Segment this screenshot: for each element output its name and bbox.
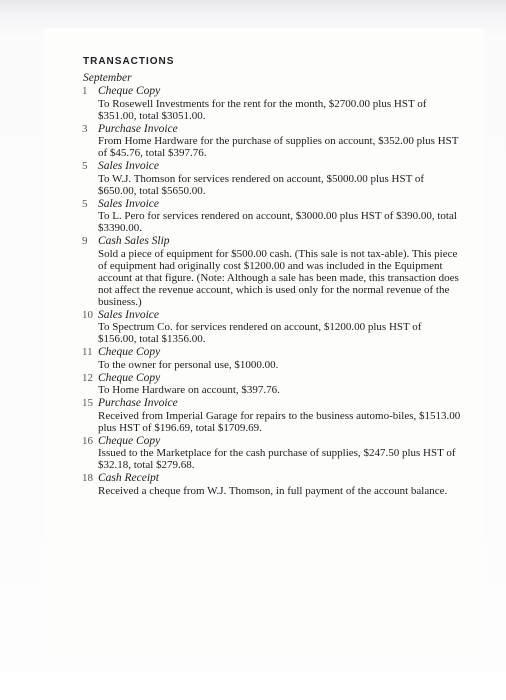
transaction-day: 5	[82, 160, 88, 172]
transaction-entry	[83, 309, 473, 346]
page-bottom-margin	[0, 668, 506, 700]
transaction-entry	[83, 346, 473, 371]
transaction-description: Received a cheque from W.J. Thomson, in full payment of the account balance.	[98, 484, 448, 497]
transaction-description: To L. Pero for services rendered on account, $3000.00 plus HST of $390.00, total $3390.00.	[98, 210, 457, 234]
transaction-day: 18	[82, 472, 93, 484]
transaction-description: To the owner for personal use, $1000.00.	[98, 358, 279, 371]
transaction-entry	[83, 435, 473, 472]
transaction-type: Sales Invoice	[98, 308, 159, 321]
transaction-description: Received from Imperial Garage for repairs to the business automo-biles, $1513.00 plus HST of $196.69, total $1709.69.	[98, 409, 461, 434]
transaction-type: Sales Invoice	[98, 160, 159, 172]
transaction-entry	[83, 372, 473, 397]
transaction-day: 3	[82, 122, 88, 135]
transaction-day: 12	[82, 371, 93, 384]
month-label: September	[83, 72, 132, 84]
transaction-type: Cheque Copy	[98, 85, 161, 97]
transaction-entry	[83, 472, 473, 497]
transaction-type: Purchase Invoice	[98, 397, 178, 409]
transaction-list	[83, 85, 473, 497]
transaction-entry	[83, 235, 473, 308]
transaction-type: Cheque Copy	[98, 371, 161, 384]
transaction-day: 15	[82, 397, 93, 409]
transaction-description: Issued to the Marketplace for the cash purchase of supplies, $247.50 plus HST of $32.18, total $279.68.	[98, 447, 456, 471]
section-heading: TRANSACTIONS	[83, 56, 175, 67]
transaction-day: 16	[82, 434, 93, 447]
transaction-type: Sales Invoice	[98, 197, 159, 210]
transaction-entry	[83, 397, 473, 434]
transaction-type: Cheque Copy	[98, 346, 161, 358]
transaction-day: 1	[82, 85, 88, 97]
transaction-entry	[83, 160, 473, 197]
transaction-day: 11	[82, 346, 93, 358]
transaction-entry	[83, 198, 473, 235]
transaction-description: From Home Hardware for the purchase of supplies on account, $352.00 plus HST of $45.76, total $397.76.	[98, 135, 459, 159]
transaction-type: Cash Receipt	[98, 472, 159, 484]
transaction-type: Cheque Copy	[98, 434, 161, 447]
transaction-description: To W.J. Thomson for services rendered on account, $5000.00 plus HST of $650.00, total $5650.00.	[98, 172, 425, 197]
transaction-entry	[83, 123, 473, 160]
transaction-description: To Home Hardware on account, $397.76.	[98, 384, 280, 396]
transaction-type: Purchase Invoice	[98, 122, 178, 135]
transaction-day: 9	[82, 235, 88, 247]
transaction-description: To Rosewell Investments for the rent for the month, $2700.00 plus HST of $351.00, total $3051.00.	[98, 97, 427, 122]
transaction-description: Sold a piece of equipment for $500.00 cash. (This sale is not tax-able). This piece of equipment had originally cost $1200.00 and was included in the Equipment account at that figure. (Note: Although a sale has been made, this transaction does not affect the revenue account, which is used only for the normal revenue of the business.)	[98, 247, 459, 308]
transaction-day: 5	[82, 197, 88, 210]
transaction-description: To Spectrum Co. for services rendered on account, $1200.00 plus HST of $156.00, total $1356.00.	[98, 321, 422, 345]
transactions-section	[83, 56, 473, 497]
transaction-day: 10	[82, 308, 93, 321]
transaction-entry	[83, 85, 473, 122]
transaction-type: Cash Sales Slip	[98, 235, 170, 247]
